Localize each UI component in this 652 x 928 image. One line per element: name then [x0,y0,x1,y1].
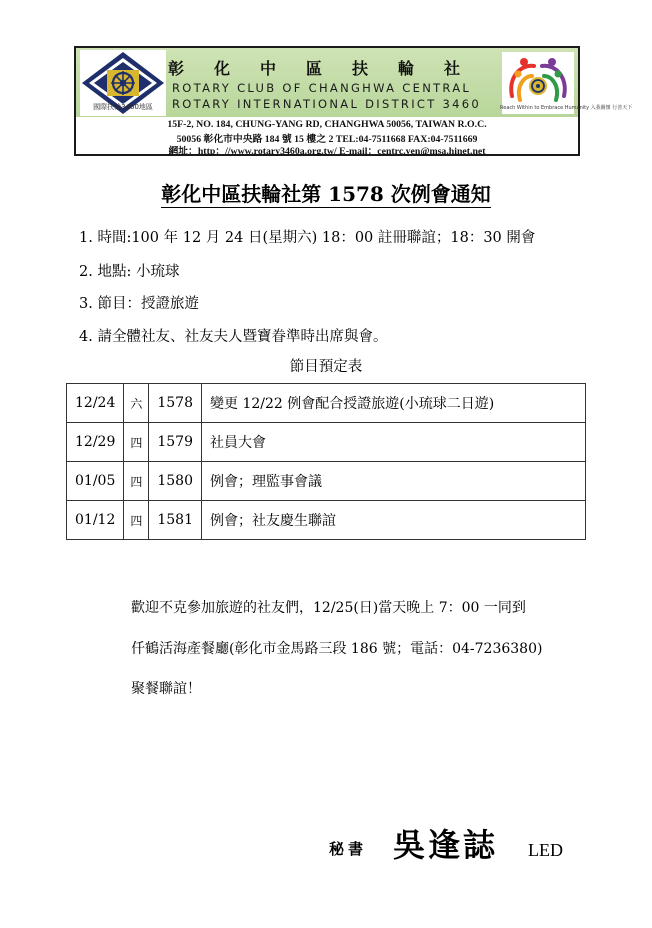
info-program: 3. 節目：授證旅遊 [79,296,199,312]
info-time: 1. 時間:100 年 12 月 24 日(星期六) 18：00 註冊聯誼；18：30 開會 [79,230,536,246]
district-logo-caption: 國際扶輪3460地區 [93,103,153,111]
signature-title: 秘書 [329,840,368,858]
district-name-en: ROTARY INTERNATIONAL DISTRICT 3460 [172,97,481,111]
row-meeting-number: 1578 [149,384,202,423]
signature-initials: LED [528,840,563,860]
row-day: 四 [124,462,149,501]
table-row [67,423,586,462]
row-meeting-number: 1580 [149,462,202,501]
table-row [67,462,586,501]
row-day: 四 [124,423,149,462]
row-program: 社員大會 [202,423,586,462]
row-meeting-number: 1579 [149,423,202,462]
row-date: 01/05 [67,462,124,501]
notice-line-1: 歡迎不克參加旅遊的社友們，12/25(日)當天晚上 7：00 一同到 [131,600,526,616]
row-date: 12/29 [67,423,124,462]
notice-line-2: 仟鶴活海產餐廳(彰化市金馬路三段 186 號；電話：04-7236380) [131,641,543,657]
document-title: 彰化中區扶輪社第 1578 次例會通知 [161,182,491,206]
club-name-zh: 彰化中區扶輪社 [168,59,491,78]
notice-line-3: 聚餐聯誼！ [131,681,201,697]
address-zh-tel-fax: 50056 彰化市中央路 184 號 15 樓之 2 TEL:04-7511668 FAX:04-7511669 [176,134,478,145]
row-program: 變更 12/22 例會配合授證旅遊(小琉球二日遊) [202,384,586,423]
letterhead [74,46,633,157]
info-attendance: 4. 請全體社友、社友夫人暨寶眷準時出席與會。 [79,329,388,345]
signature-name: 吳逢誌 [393,826,499,864]
row-program: 例會；社友慶生聯誼 [202,501,586,540]
row-day: 四 [124,501,149,540]
table-row [67,501,586,540]
row-day: 六 [124,384,149,423]
document-title-wrap [0,178,652,207]
address-en: 15F-2, NO. 184, CHUNG-YANG RD, CHANGHWA 50056, TAIWAN R.O.C. [167,119,487,130]
schedule-table [66,383,586,540]
schedule-heading: 節目預定表 [289,359,363,375]
right-logo-caption: Reach Within to Embrace Humanity 入我關懷 行善天下 [500,105,633,111]
info-location: 2. 地點: 小琉球 [79,264,180,280]
club-name-en: ROTARY CLUB OF CHANGHWA CENTRAL [172,81,472,95]
web-email: 網址：http：//www.rotary3460a.org.tw/ E-mail：centrc.yen@msa.hinet.net [168,146,486,157]
row-date: 01/12 [67,501,124,540]
table-row [67,384,586,423]
row-program: 例會；理監事會議 [202,462,586,501]
row-meeting-number: 1581 [149,501,202,540]
row-date: 12/24 [67,384,124,423]
